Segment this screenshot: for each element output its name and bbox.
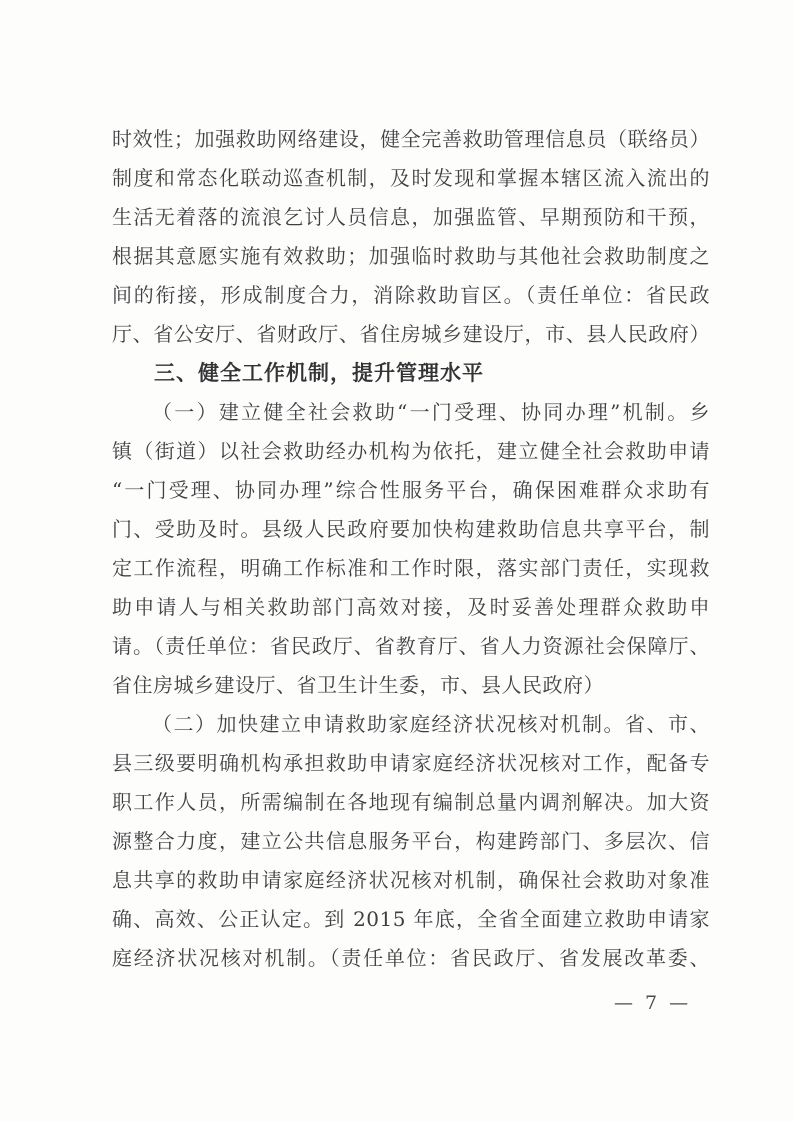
paragraph-first-line: （一）建立健全社会救助“一门受理、协同办理”机制。乡 bbox=[152, 400, 710, 424]
paragraph-last-line: 省住房城乡建设厅、省卫生计生委，市、县人民政府） bbox=[112, 673, 604, 697]
body-line: 息共享的救助申请家庭经济状况核对机制，确保社会救助对象准 bbox=[112, 868, 710, 892]
page-number: — 7 — bbox=[614, 992, 692, 1014]
body-line: 根据其意愿实施有效救助；加强临时救助与其他社会救助制度之 bbox=[112, 244, 710, 268]
body-line: 庭经济状况核对机制。（责任单位：省民政厅、省发展改革委、 bbox=[112, 946, 710, 970]
body-line: 生活无着落的流浪乞讨人员信息，加强监管、早期预防和干预， bbox=[112, 205, 710, 229]
body-line: 职工作人员，所需编制在各地现有编制总量内调剂解决。加大资 bbox=[112, 790, 710, 814]
body-line: 镇（街道）以社会救助经办机构为依托，建立健全社会救助申请 bbox=[112, 439, 710, 463]
body-line: “一门受理、协同办理”综合性服务平台，确保困难群众求助有 bbox=[112, 478, 710, 502]
body-line: 确、高效、公正认定。到 2015 年底，全省全面建立救助申请家 bbox=[112, 907, 710, 931]
body-line: 定工作流程，明确工作标准和工作时限，落实部门责任，实现救 bbox=[112, 556, 710, 580]
body-line: 厅、省公安厅、省财政厅、省住房城乡建设厅，市、县人民政府） bbox=[112, 322, 710, 346]
body-line: 请。（责任单位：省民政厅、省教育厅、省人力资源社会保障厅、 bbox=[112, 634, 710, 658]
body-line: 县三级要明确机构承担救助申请家庭经济状况核对工作，配备专 bbox=[112, 751, 710, 775]
body-line: 源整合力度，建立公共信息服务平台，构建跨部门、多层次、信 bbox=[112, 829, 710, 853]
paragraph-first-line: （二）加快建立申请救助家庭经济状况核对机制。省、市、 bbox=[152, 712, 710, 736]
body-line: 时效性；加强救助网络建设，健全完善救助管理信息员（联络员） bbox=[112, 127, 710, 151]
document-body bbox=[112, 120, 710, 978]
section-heading: 三、健全工作机制，提升管理水平 bbox=[154, 361, 484, 385]
body-line: 门、受助及时。县级人民政府要加快构建救助信息共享平台，制 bbox=[112, 517, 710, 541]
body-line: 制度和常态化联动巡查机制，及时发现和掌握本辖区流入流出的 bbox=[112, 166, 710, 190]
body-line: 助申请人与相关救助部门高效对接，及时妥善处理群众救助申 bbox=[112, 595, 710, 619]
body-line: 间的衔接，形成制度合力，消除救助盲区。（责任单位：省民政 bbox=[112, 283, 710, 307]
